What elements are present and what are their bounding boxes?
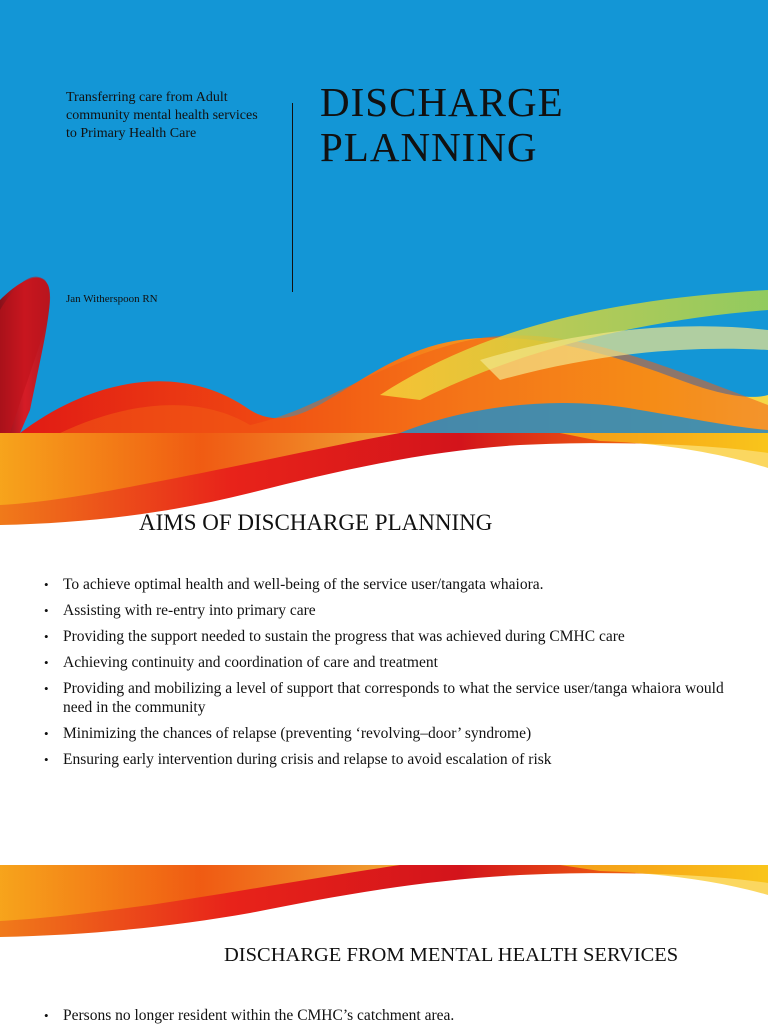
subtitle: Transferring care from Adult community mental health services to Primary Health Care bbox=[66, 90, 258, 141]
bullet-icon: • bbox=[44, 752, 49, 767]
discharge-slide bbox=[0, 865, 768, 1024]
bullet-text: To achieve optimal health and well-being of the service user/tangata whaiora. bbox=[63, 576, 544, 593]
list-item bbox=[44, 653, 724, 672]
aims-slide bbox=[0, 433, 768, 865]
list-item bbox=[44, 575, 724, 594]
bullet-text: Persons no longer resident within the CMHC’s catchment area. bbox=[63, 1007, 455, 1024]
section-heading: AIMS OF DISCHARGE PLANNING bbox=[139, 510, 493, 535]
bullet-icon: • bbox=[44, 629, 49, 644]
bullet-icon: • bbox=[44, 1008, 49, 1023]
bullet-icon: • bbox=[44, 603, 49, 618]
bullet-text: Ensuring early intervention during crisis and relapse to avoid escalation of risk bbox=[63, 751, 552, 768]
list-item bbox=[44, 724, 724, 743]
author-name: Jan Witherspoon RN bbox=[66, 293, 158, 305]
list-item bbox=[44, 601, 724, 620]
bullet-icon: • bbox=[44, 681, 49, 696]
decorative-ribbon-graphic bbox=[0, 865, 768, 945]
bullet-text: Assisting with re-entry into primary care bbox=[63, 602, 316, 619]
list-item bbox=[44, 750, 724, 769]
title-line-1: DISCHARGE bbox=[320, 79, 564, 125]
discharge-bullet-list bbox=[44, 1006, 724, 1024]
bullet-icon: • bbox=[44, 577, 49, 592]
title-slide bbox=[0, 0, 768, 433]
bullet-text: Providing the support needed to sustain the progress that was achieved during CMHC care bbox=[63, 628, 625, 645]
slide-title bbox=[320, 80, 750, 170]
bullet-text: Minimizing the chances of relapse (preventing ‘revolving–door’ syndrome) bbox=[63, 725, 532, 742]
section-heading: DISCHARGE FROM MENTAL HEALTH SERVICES bbox=[224, 944, 679, 966]
list-item bbox=[44, 679, 724, 717]
bullet-icon: • bbox=[44, 726, 49, 741]
title-line-2: PLANNING bbox=[320, 124, 538, 170]
list-item bbox=[44, 627, 724, 646]
bullet-text: Providing and mobilizing a level of support that corresponds to what the service user/tanga whaiora would need in the community bbox=[63, 680, 724, 716]
aims-bullet-list bbox=[44, 575, 724, 776]
decorative-ribbon-graphic bbox=[0, 0, 768, 433]
list-item bbox=[44, 1006, 724, 1024]
bullet-text: Achieving continuity and coordination of care and treatment bbox=[63, 654, 438, 671]
vertical-divider bbox=[292, 103, 293, 292]
bullet-icon: • bbox=[44, 655, 49, 670]
